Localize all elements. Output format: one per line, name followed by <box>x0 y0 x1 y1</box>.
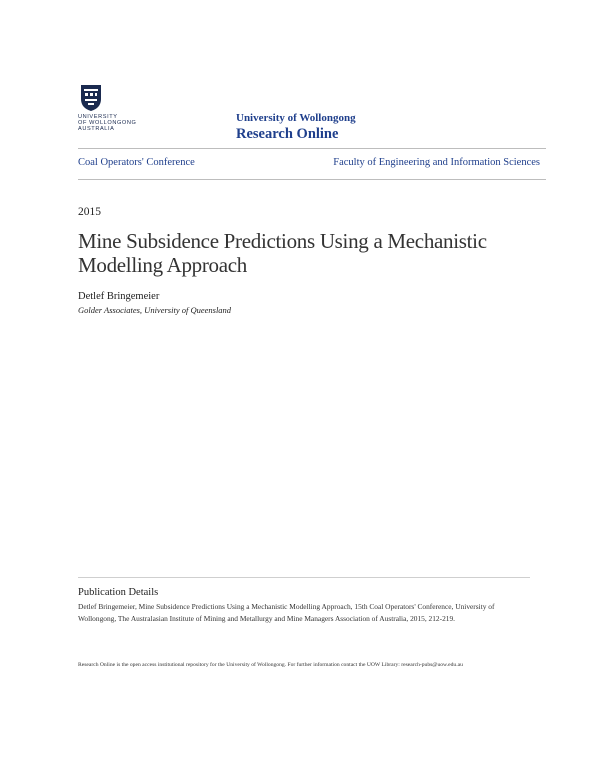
author-name: Detlef Bringemeier <box>78 291 160 302</box>
logo-wordmark <box>78 114 136 133</box>
publication-year: 2015 <box>78 206 101 218</box>
publication-details-text: Detlef Bringemeier, Mine Subsidence Predictions Using a Mechanistic Modelling Approach, 15th Coal Operators' Conference, University of Wollongong, The Australasian Institute of Mining and Metallurgy and Mine Managers Association of Australia, 2015, 212-219. <box>78 602 495 624</box>
paper-title: Mine Subsidence Predictions Using a Mechanistic Modelling Approach <box>78 229 487 277</box>
shield-icon <box>80 84 102 112</box>
publication-details-heading: Publication Details <box>78 587 159 598</box>
divider <box>78 148 546 149</box>
repository-note: Research Online is the open access institutional repository for the University of Wollongong. For further information contact the UOW Library: research-pubs@uow.edu.au <box>78 662 463 668</box>
faculty-link[interactable]: Faculty of Engineering and Information Sciences <box>333 157 540 168</box>
logo-line: OF WOLLONGONG <box>78 120 137 127</box>
divider <box>78 179 546 180</box>
conference-link[interactable]: Coal Operators' Conference <box>78 157 195 168</box>
repository-name: Research Online <box>236 126 339 142</box>
logo-line: AUSTRALIA <box>78 126 115 133</box>
university-name: University of Wollongong <box>236 112 356 124</box>
uow-logo <box>78 84 148 136</box>
divider <box>78 577 530 578</box>
logo-line: UNIVERSITY <box>78 114 118 120</box>
research-online-header[interactable] <box>236 111 356 143</box>
author-affiliation: Golder Associates, University of Queensland <box>78 305 232 315</box>
